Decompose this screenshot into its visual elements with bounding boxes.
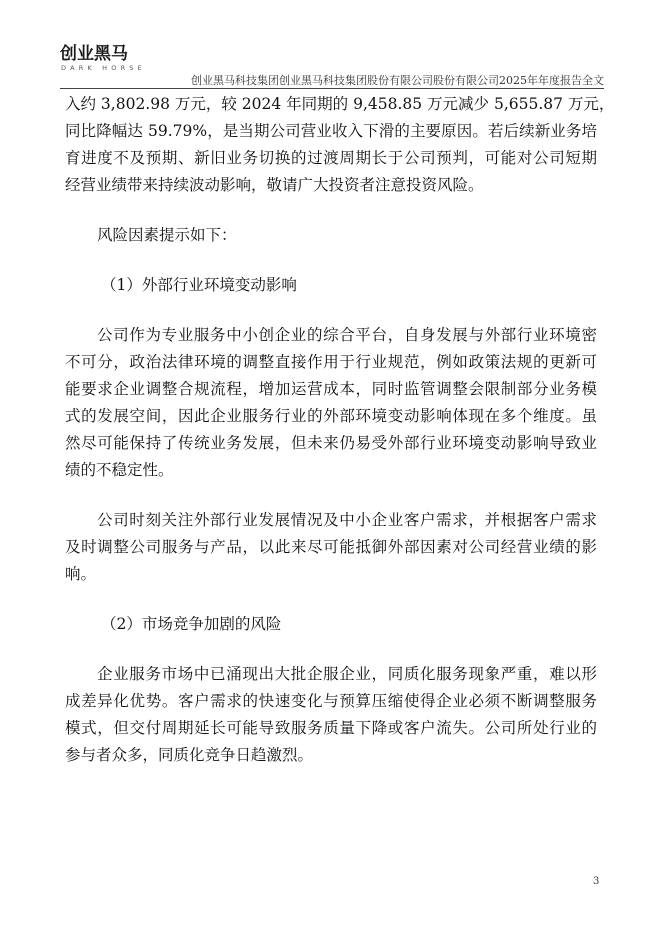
text-line: 公司作为专业服务中小创企业的综合平台，自身发展与外部行业环境密	[97, 326, 597, 344]
risk-intro: 风险因素提示如下：	[97, 226, 237, 244]
text-line: 经营业绩带来持续波动影响，敬请广大投资者注意投资风险。	[65, 176, 484, 194]
text-line: 成差异化优势。客户需求的快速变化与预算压缩使得企业必须不断调整服务	[65, 692, 597, 710]
section1-paragraph-1	[65, 322, 597, 484]
section-heading-competition: （2）市场竞争加剧的风险	[101, 615, 282, 633]
text-line: 式的发展空间，因此企业服务行业的外部环境变动影响体现在多个维度。虽	[65, 407, 597, 425]
text-line: 同比降幅达 59.79%，是当期公司营业收入下滑的主要原因。若后续新业务培	[65, 122, 597, 140]
section2-paragraph-1	[65, 661, 597, 769]
text-line: 绩的不稳定性。	[65, 461, 174, 479]
text-line: 模式，但交付周期延长可能导致服务质量下降或客户流失。公司所处行业的	[65, 719, 597, 737]
logo-wordmark: 创业黑马	[60, 44, 128, 64]
section1-paragraph-2	[65, 507, 597, 588]
text-line: 然尽可能保持了传统业务发展，但未来仍易受外部行业环境变动影响导致业	[65, 434, 597, 452]
text-line: 企业服务市场中已涌现出大批企服企业，同质化服务现象严重，难以形	[97, 665, 597, 683]
company-logo	[60, 44, 146, 82]
section-heading-external: （1）外部行业环境变动影响	[101, 276, 297, 294]
text-line: 响。	[65, 565, 97, 583]
text-line: 能要求企业调整合规流程，增加运营成本，同时监管调整会限制部分业务模	[65, 380, 597, 398]
text-line: 入约 3,802.98 万元，较 2024 年同期的 9,458.85 万元减少 5,655.87 万元，	[65, 95, 615, 113]
text-line: 参与者众多，同质化竞争日趋激烈。	[65, 746, 314, 764]
text-line: 不可分，政治法律环境的调整直接作用于行业规范，例如政策法规的更新可	[65, 353, 597, 371]
report-body	[65, 91, 615, 769]
text-line: 公司时刻关注外部行业发展情况及中小企业客户需求，并根据客户需求	[97, 511, 597, 529]
page-header	[0, 0, 662, 90]
text-line: 及时调整公司服务与产品，以此来尽可能抵御外部因素对公司经营业绩的影	[65, 538, 597, 556]
header-divider	[60, 88, 604, 89]
report-title: 创业黑马科技集团创业黑马科技集团股份有限公司股份有限公司2025年年度报告全文	[191, 74, 604, 87]
page-number: 3	[593, 876, 600, 887]
intro-paragraph	[65, 91, 615, 199]
logo-subtitle: DARK HORSE	[61, 64, 146, 72]
text-line: 育进度不及预期、新旧业务切换的过渡周期长于公司预判，可能对公司短期	[65, 149, 597, 167]
